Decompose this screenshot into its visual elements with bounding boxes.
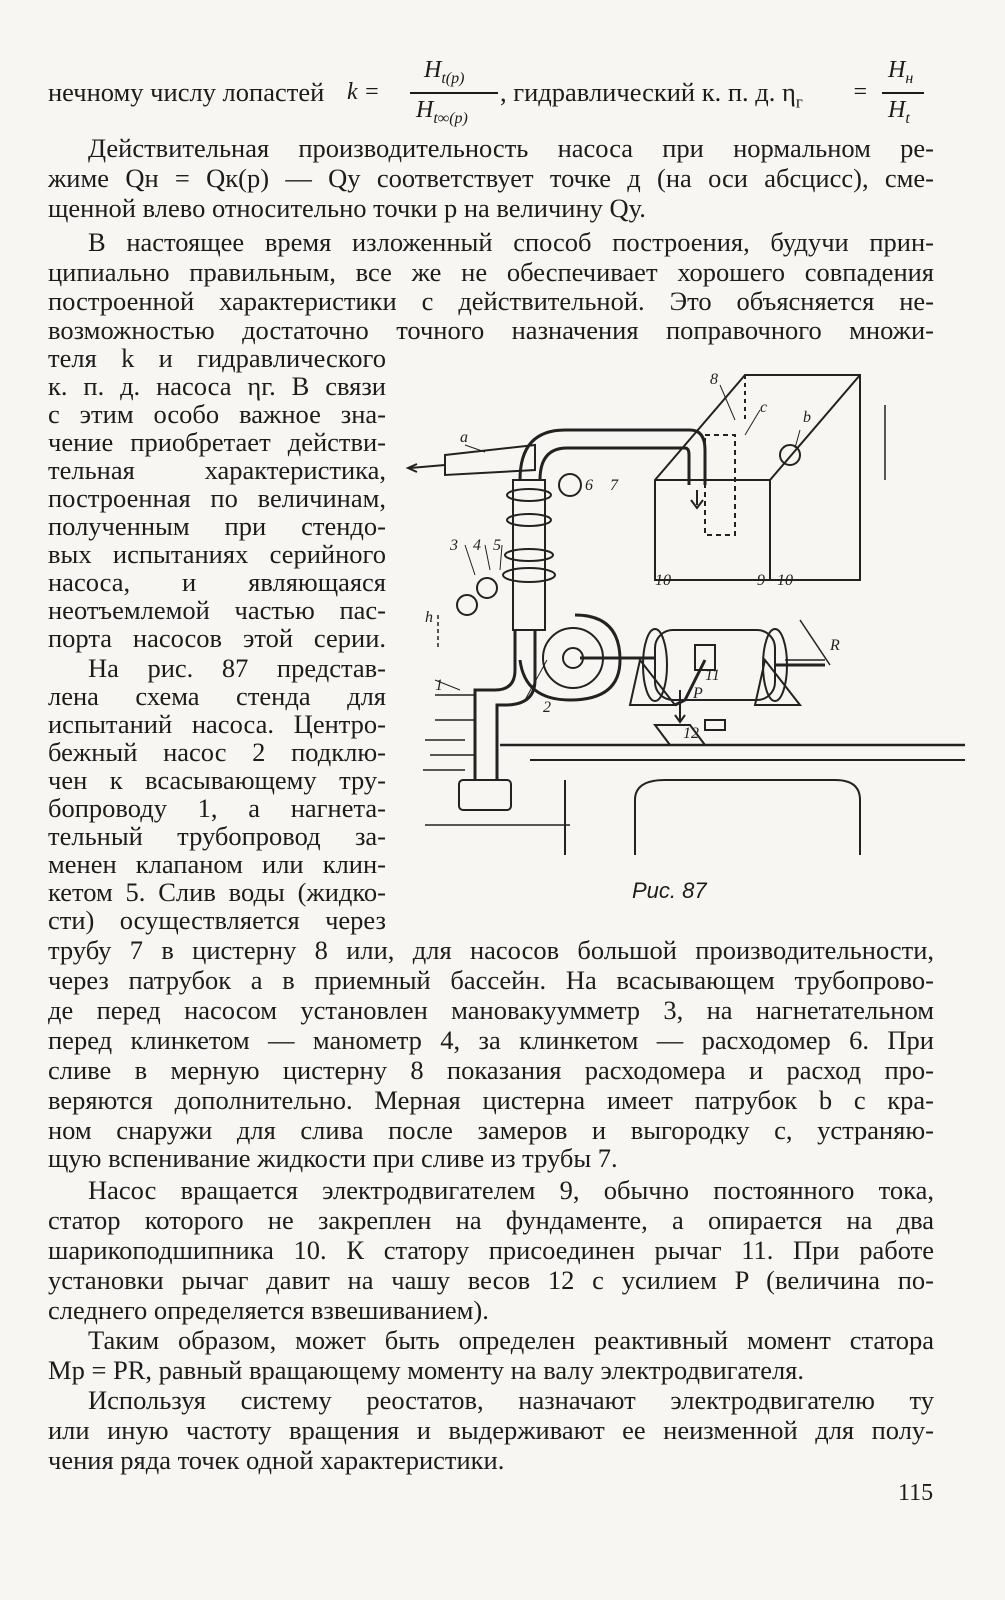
text-line: следнего определяется взвешиванием). — [48, 1295, 489, 1325]
fig-label-4: 4 — [473, 537, 481, 554]
text-line: построенная по величинам, — [48, 483, 386, 513]
text-line: возможностью достаточно точного назначения поправочного множи- — [48, 315, 934, 345]
text-line: теля k и гидравлического — [48, 343, 386, 373]
text-line: де перед насосом установлен мановакуумметр 3, на нагнетательном — [48, 995, 934, 1025]
text-line: чения ряда точек одной характеристики. — [48, 1445, 505, 1475]
text-line: Действительная производительность насоса при нормальном ре- — [88, 133, 934, 163]
text-line: неотъемлемой частью пас- — [48, 595, 386, 625]
text-line: перед клинкетом — манометр 4, за клинкетом — расходомер 6. При — [48, 1025, 934, 1055]
text-line: кетом 5. Слив воды (жидко- — [48, 877, 386, 907]
flowmeter-6 — [559, 474, 581, 496]
text-line: тельный трубопровод за- — [48, 821, 386, 851]
fig-label-11: 11 — [705, 667, 720, 684]
text-line: с этим особо важное зна- — [48, 399, 386, 429]
den1-symbol: H — [416, 97, 434, 123]
fig-label-9: 9 — [757, 572, 765, 589]
formula-k-eq: k = — [347, 79, 380, 105]
text-line: менен клапаном или клин- — [48, 849, 386, 879]
fig-label-7: 7 — [610, 477, 618, 494]
text-line: щую вспенивание жидкости при сливе из трубы 7. — [48, 1143, 618, 1173]
fig-label-6: 6 — [585, 477, 593, 494]
fig-label-10b: 10 — [777, 572, 793, 589]
text-line: тельная характеристика, — [48, 455, 386, 485]
suction-strainer — [459, 780, 511, 810]
formula-mid-sub: г — [795, 92, 803, 112]
text-line: трубу 7 в цистерну 8 или, для насосов большой производительности, — [48, 935, 934, 965]
den2-symbol: H — [888, 97, 906, 123]
text-line: установки рычаг давит на чашу весов 12 с усилием P (величина по- — [48, 1265, 934, 1295]
fig-label-5: 5 — [493, 537, 501, 554]
fraction-bar-1 — [410, 92, 498, 94]
text-line: ном снаружи для слива после замеров и выгородку c, устраняю- — [48, 1115, 934, 1145]
fig-label-1: 1 — [435, 677, 443, 694]
fig-label-8: 8 — [710, 371, 718, 388]
text-line: Используя систему реостатов, назначают электродвигателю ту — [88, 1385, 934, 1415]
text-line: или иную частоту вращения и выдерживают ее неизменной для полу- — [48, 1415, 934, 1445]
text-line: Mр = PR, равный вращающему моменту на валу электродвигателя. — [48, 1355, 805, 1385]
tank-valve-b — [780, 445, 800, 465]
text-line: порта насосов этой серии. — [48, 623, 386, 653]
text-line: статор которого не закреплен на фундаменте, а опирается на два — [48, 1205, 934, 1235]
formula-den1 — [416, 98, 468, 131]
text-line: к. п. д. насоса ηг. В связи — [48, 371, 386, 401]
fig-label-h: h — [425, 609, 433, 626]
text-line: ципиально правильным, все же не обеспечивает хорошего совпадения — [48, 257, 934, 287]
den2-subscript: t — [905, 109, 910, 127]
fig-label-c: c — [760, 399, 768, 416]
vacuum-gauge-3 — [457, 595, 477, 615]
den1-subscript: t∞(p) — [433, 109, 468, 127]
text-line: через патрубок a в приемный бассейн. На всасывающем трубопрово- — [48, 965, 934, 995]
text-line: бежный насос 2 подклю- — [48, 737, 386, 767]
text-line: шарикоподшипника 10. К статору присоединен рычаг 11. При работе — [48, 1235, 934, 1265]
formula-num1 — [424, 58, 464, 91]
fig-label-R: R — [830, 637, 840, 654]
fraction-bar-2 — [882, 92, 924, 94]
fig-label-3: 3 — [450, 537, 458, 554]
text-line: бопроводу 1, а нагнета- — [48, 793, 386, 823]
text-line: жиме Qн = Qк(р) — Qу соответствует точке д (на оси абсцисс), сме- — [48, 163, 934, 193]
num1-subscript: t(p) — [441, 69, 465, 87]
text-line: веряются дополнительно. Мерная цистерна имеет патрубок b с кра- — [48, 1085, 934, 1115]
figure-caption: Рис. 87 — [632, 878, 707, 903]
text-line: насоса, и являющаяся — [48, 567, 386, 597]
pump-test-stand-figure — [405, 360, 965, 920]
num1-symbol: H — [424, 57, 442, 83]
fig-label-10a: 10 — [655, 572, 671, 589]
pressure-gauge-4 — [477, 578, 497, 598]
formula-mid-text: , гидравлический к. п. д. η — [500, 77, 796, 107]
num2-subscript: н — [905, 69, 914, 87]
text-line: Насос вращается электродвигателем 9, обычно постоянного тока, — [88, 1175, 934, 1205]
fig-label-2: 2 — [543, 699, 551, 716]
formula-eq2: = — [852, 79, 869, 105]
text-line: испытаний насоса. Центро- — [48, 709, 386, 739]
text-line: полученным при стендо- — [48, 511, 386, 541]
page-number: 115 — [898, 1480, 934, 1506]
formula-line-lead: нечному числу лопастей — [48, 77, 325, 107]
text-line: лена схема стенда для — [48, 681, 386, 711]
formula-num2 — [888, 58, 913, 91]
text-line: сливе в мерную цистерну 8 показания расходомера и расход про- — [48, 1055, 934, 1085]
fig-label-a: a — [460, 429, 468, 446]
formula-den2 — [888, 98, 910, 131]
formula-line-mid — [500, 76, 803, 118]
text-line: построенной характеристики с действительной. Это объясняется не- — [48, 286, 934, 316]
text-line: В настоящее время изложенный способ построения, будучи прин- — [88, 227, 934, 257]
fig-label-12: 12 — [683, 725, 699, 742]
text-line: вых испытаниях серийного — [48, 539, 386, 569]
text-line: чен к всасывающему тру- — [48, 765, 386, 795]
text-line: сти) осуществляется через — [48, 905, 386, 935]
text-line: чение приобретает действи- — [48, 427, 386, 457]
text-line: щенной влево относительно точки p на величину Qу. — [48, 193, 646, 223]
text-line: На рис. 87 представ- — [88, 653, 386, 683]
fig-label-P: P — [693, 685, 703, 702]
text-line: Таким образом, может быть определен реактивный момент статора — [88, 1325, 934, 1355]
num2-symbol: H — [888, 57, 906, 83]
tank-outline — [655, 375, 860, 580]
fig-label-b: b — [803, 409, 811, 426]
